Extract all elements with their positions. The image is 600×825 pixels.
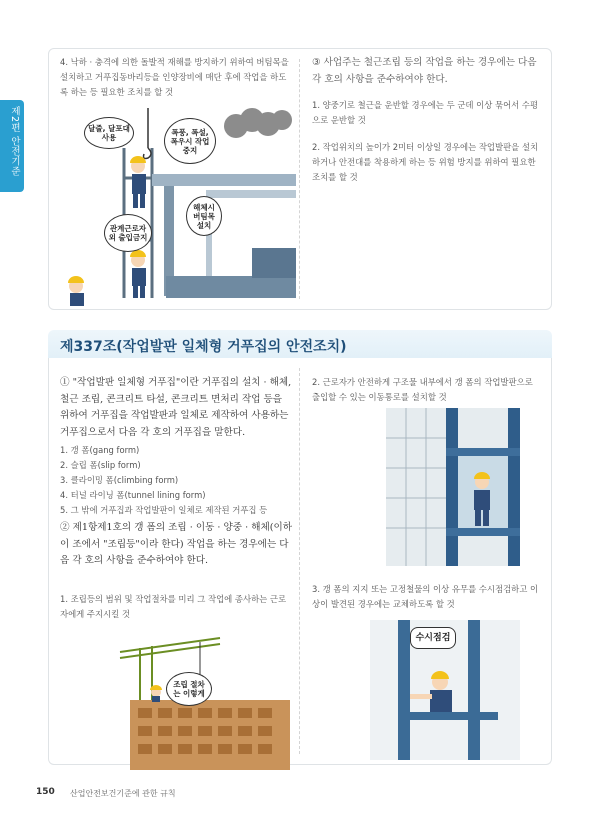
worker-middle bbox=[130, 250, 146, 298]
bubble-props: 해체시 버팀목 설치 bbox=[186, 196, 222, 236]
worker-upper bbox=[130, 156, 146, 208]
base-block bbox=[166, 276, 296, 298]
worker-ground bbox=[68, 276, 84, 306]
chapter-side-tab-label: 제2편 안전기준 bbox=[9, 106, 20, 177]
section-title: 제337조(작업발판 일체형 거푸집의 안전조치) bbox=[60, 339, 347, 355]
upper-slab bbox=[152, 174, 296, 186]
form-panel-right bbox=[508, 408, 520, 566]
article-paragraph-1: ① "작업발판 일체형 거푸집"이란 거푸집의 설치 · 해체, 철근 조립, 콘크리트 타설, 콘크리트 면처리 작업 등을 위하여 거푸집을 작업발판과 일체로 제작하여 사용하는 거푸집으로서 다음 각 호의 거푸집을 말한다. bbox=[60, 377, 292, 438]
bottom-left-item-1: 1. 조립등의 범위 및 작업절차를 미리 그 작업에 종사하는 근로자에게 주지시킬 것 bbox=[60, 594, 287, 619]
list-item: 1. 갱 폼(gang form) bbox=[60, 445, 140, 455]
bubble-rope-use: 달줄, 달포대 사용 bbox=[84, 117, 134, 149]
gang-form-passage-illustration bbox=[386, 408, 520, 566]
top-right-item-1: 1. 양중기로 철근을 운반할 경우에는 두 군데 이상 묶어서 수평으로 운반할 것 bbox=[312, 100, 539, 125]
article-paragraph-2: ② 제1항제1호의 갱 폼의 조립 · 이동 · 양중 · 해체(이하 이 조에서 "조립등"이라 한다) 작업을 하는 경우에는 다음 각 호의 사항을 준수하여야 한다. bbox=[60, 522, 293, 566]
bubble-no-entry: 관계근로자외 출입금지 bbox=[104, 214, 152, 252]
platform-beam bbox=[398, 712, 498, 720]
list-item: 5. 그 밖에 거푸집과 작업발판이 일체로 제작된 거푸집 등 bbox=[60, 505, 268, 515]
bottom-right-item-2: 2. 근로자가 안전하게 구조물 내부에서 갱 폼의 작업발판으로 출입할 수 있는 이동통로를 설치할 것 bbox=[312, 377, 533, 402]
bubble-assembly-procedure: 조립 절차는 이렇게 bbox=[166, 672, 212, 706]
column-divider bbox=[299, 59, 300, 299]
top-right-item-2: 2. 작업위치의 높이가 2미터 이상일 경우에는 작업발판을 설치하거나 안전대를 착용하게 하는 등 위험 방지를 위하여 필요한 조치를 할 것 bbox=[312, 142, 539, 182]
footer-title: 산업안전보건기준에 관한 규칙 bbox=[70, 789, 176, 798]
form-type-list bbox=[60, 443, 292, 518]
bottom-right-item-3: 3. 갱 폼의 지지 또는 고정철물의 이상 유무를 수시점검하고 이상이 발견된 경우에는 교체하도록 할 것 bbox=[312, 584, 539, 609]
work-platform bbox=[446, 528, 520, 536]
list-item: 3. 클라이밍 폼(climbing form) bbox=[60, 475, 179, 485]
list-item: 4. 터널 라이닝 폼(tunnel lining form) bbox=[60, 490, 206, 500]
crane-hook bbox=[144, 108, 152, 159]
smoke-cloud bbox=[224, 108, 292, 138]
steel-post-left bbox=[398, 620, 410, 760]
bubble-weather-stop: 폭풍, 폭설, 폭우시 작업중지 bbox=[164, 118, 216, 164]
top-right-heading: ③ 사업주는 철근조립 등의 작업을 하는 경우에는 다음 각 호의 사항을 준수하여야 한다. bbox=[312, 57, 537, 85]
beam bbox=[206, 190, 296, 198]
page-number: 150 bbox=[36, 787, 55, 797]
bubble-inspection: 수시점검 bbox=[410, 627, 456, 649]
form-panel-left bbox=[446, 408, 458, 566]
list-item: 2. 슬립 폼(slip form) bbox=[60, 460, 141, 470]
top-left-item-4: 4. 낙하 · 충격에 의한 돌발적 재해를 방지하기 위하여 버팀목을 설치하고 거푸집동바리등을 인양장비에 매단 후에 작업을 하도록 하는 등 필요한 조치를 할 것 bbox=[60, 57, 289, 97]
steel-post-right bbox=[468, 620, 480, 760]
chapter-side-tab[interactable] bbox=[0, 100, 24, 192]
